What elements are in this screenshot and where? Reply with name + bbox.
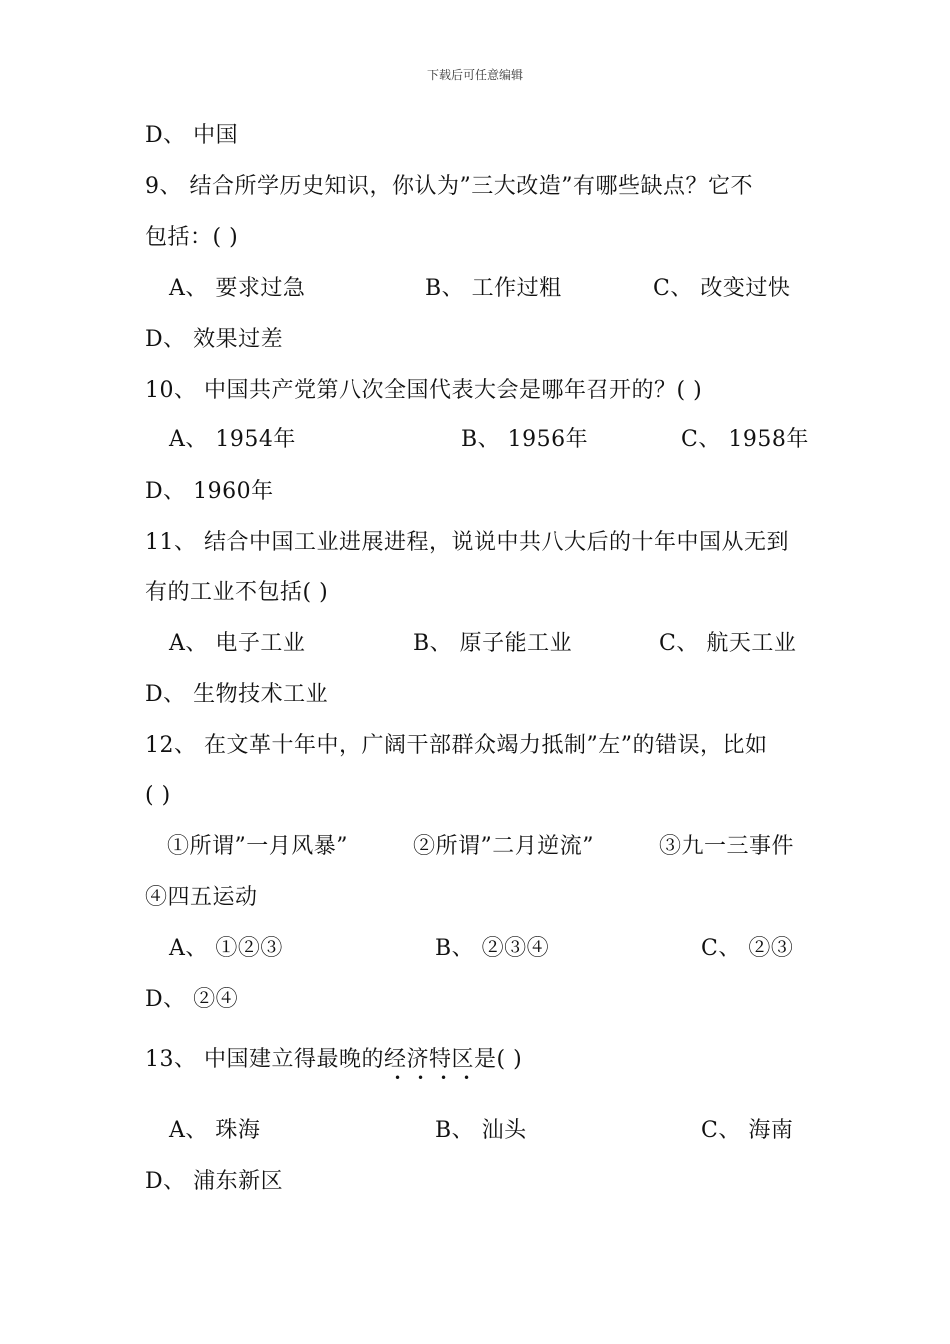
q9-option-c: C、 改变过快 bbox=[653, 276, 791, 301]
q11-option-b: B、 原子能工业 bbox=[413, 631, 573, 656]
q11-option-c: C、 航天工业 bbox=[659, 631, 797, 656]
q13-option-b: B、 汕头 bbox=[435, 1118, 527, 1143]
q9-stem-line1: 9、 结合所学历史知识，你认为”三大改造”有哪些缺点？它不 bbox=[145, 174, 753, 199]
q9-option-a: A、 要求过急 bbox=[169, 276, 306, 301]
q12-option-c: C、 ②③ bbox=[701, 936, 794, 961]
q10-option-d: D、 1960年 bbox=[145, 479, 274, 504]
q10-option-b: B、 1956年 bbox=[461, 427, 589, 452]
q10-option-a: A、 1954年 bbox=[169, 427, 296, 452]
q8-option-d: D、 中国 bbox=[145, 123, 239, 148]
emphasis-dot: • bbox=[417, 1071, 425, 1085]
q13-option-c: C、 海南 bbox=[701, 1118, 794, 1143]
q12-stem-line1: 12、 在文革十年中，广阔干部群众竭力抵制”左”的错误，比如 bbox=[145, 733, 768, 758]
q13-option-a: A、 珠海 bbox=[169, 1118, 261, 1143]
emphasis-dot: • bbox=[394, 1071, 402, 1085]
q12-option-d: D、 ②④ bbox=[145, 987, 239, 1012]
emphasis-dot: • bbox=[463, 1071, 471, 1085]
q12-option-a: A、 ①②③ bbox=[169, 936, 283, 961]
q12-item-1: ①所谓”一月风暴” bbox=[167, 834, 348, 859]
q11-stem-line2: 有的工业不包括( ) bbox=[145, 580, 329, 605]
q11-option-d: D、 生物技术工业 bbox=[145, 682, 329, 707]
q9-stem-line2: 包括：( ) bbox=[145, 225, 239, 250]
q12-option-b: B、 ②③④ bbox=[435, 936, 550, 961]
q13-stem-text: 13、 中国建立得最晚的经济特区是( ) bbox=[145, 1047, 523, 1072]
emphasis-dot: • bbox=[440, 1071, 448, 1085]
q13-stem-line1 bbox=[145, 1046, 807, 1085]
q10-stem-line1: 10、 中国共产党第八次全国代表大会是哪年召开的？( ) bbox=[145, 378, 703, 403]
q9-option-b: B、 工作过粗 bbox=[425, 276, 562, 301]
q13-option-d: D、 浦东新区 bbox=[145, 1169, 284, 1194]
q9-option-d: D、 效果过差 bbox=[145, 327, 284, 352]
q11-option-a: A、 电子工业 bbox=[169, 631, 306, 656]
q10-option-c: C、 1958年 bbox=[681, 427, 809, 452]
q12-item-3: ③九一三事件 bbox=[659, 834, 795, 859]
q12-item-4: ④四五运动 bbox=[145, 885, 258, 910]
q12-stem-line2: ( ) bbox=[145, 783, 171, 808]
q12-item-2: ②所谓”二月逆流” bbox=[413, 834, 594, 859]
q11-stem-line1: 11、 结合中国工业进展进程，说说中共八大后的十年中国从无到 bbox=[145, 530, 789, 555]
page-header: 下载后可任意编辑 bbox=[426, 68, 523, 82]
